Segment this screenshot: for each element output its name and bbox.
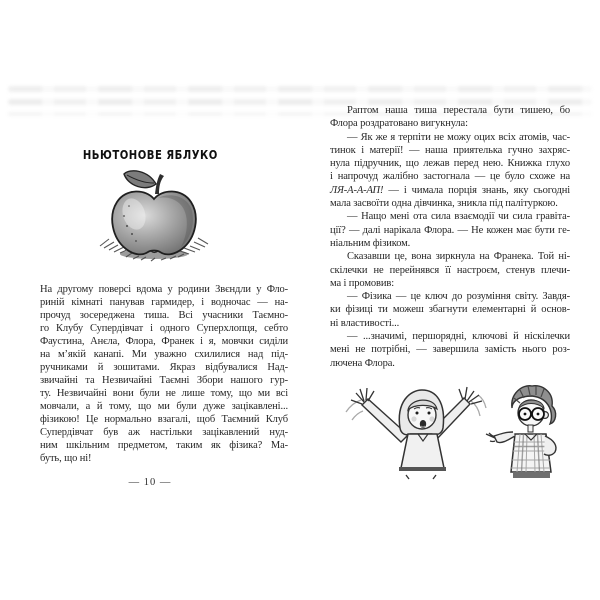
text-line: Раптом наша тиша перестала бути тишею, бо	[347, 105, 570, 116]
text-line: ції? — далі нарікала Флора. — Не кожен має бути ге-	[330, 224, 570, 236]
text-line: ним шкільним предметом, таким як фізика? Ма-	[40, 440, 288, 451]
text-line: на м’якій канапі. Ми уважно схилилися над під-	[40, 349, 288, 360]
text-line: звичайні та Незвичайні Таємні Збори нашого гур-	[40, 375, 288, 386]
text-line: — Нащо мені ота сила взаємодії чи сила гравіта-	[347, 211, 570, 223]
text-line: Сказавши це, вона зиркнула на Франека. Той ні-	[347, 251, 570, 263]
text-line: ніальним фізиком.	[330, 237, 411, 249]
text-line: мала засвоїти одна дівчинка, зникла під палітуркою.	[330, 198, 558, 210]
text-line: Фаустина, Анєла, Флора, Франек і я, мовчки сиділи	[40, 336, 288, 347]
text-line: ма і промовив:	[330, 277, 394, 289]
text-line: фізикою! Це нормально взагалі, щоб Таємний Клуб	[40, 414, 288, 425]
text-line: скілечки не перейнявся її настроєм, стенув плечи-	[330, 264, 570, 276]
text-line: прочуд зосереджена тиша. Всі учасники Таємно-	[40, 310, 288, 321]
boy-figure	[486, 386, 556, 478]
text-line: мовчали, а й тому, що ми були дуже зацікавлені...	[40, 401, 288, 412]
text-line: — ...значимі, першорядні, ключові й ніскілечки	[347, 331, 570, 343]
text-line: буть, що ні!	[40, 453, 92, 464]
text-line: ту. Незвичайні вони були не лише тому, що ми всі	[40, 388, 288, 399]
text-line: нула підручник, що лежав перед нею. Книжка глухо	[330, 158, 570, 170]
text-line: ручниками й зошитами. Якраз відбувалися Над-	[40, 362, 288, 373]
text-line: На другому поверсі вдома у родини Звєндли у Фло-	[40, 284, 288, 295]
apple-illustration	[96, 168, 212, 264]
text-line: — Фізика — це ключ до розуміння світу. Завдя-	[347, 291, 570, 303]
girl-figure	[346, 387, 486, 479]
text-line: і напрочуд жалібно застогнала — це було схоже на	[330, 171, 570, 183]
text-line: ки фізиці ти можеш збагнути елементарні й основ-	[330, 304, 570, 316]
page-number: — 10 —	[128, 477, 172, 488]
text-line: мені не потрібні, — завершила замість нього роз-	[330, 344, 570, 356]
text-line: ні властивості...	[330, 317, 400, 329]
right-page	[300, 0, 600, 600]
text-line: тинок і матерії! — наша приятелька гучно захряс-	[330, 144, 570, 156]
text-line: ЛЯ-А-А-АП! — і чимала порція знань, яку сьогодні	[330, 184, 570, 196]
chapter-title: НЬЮТОНОВЕ ЯБЛУКО	[82, 148, 218, 162]
text-line: риній кімнаті панував гармидер, і водночас — на-	[40, 297, 288, 308]
text-line: Флора роздратовано вигукнула:	[330, 118, 468, 130]
apple-leaf	[124, 171, 156, 188]
text-line: лючена Флора.	[330, 357, 395, 369]
flora-franek-illustration	[338, 382, 573, 482]
text-line: — Як же я терпіти не можу оцих всіх атомів, час-	[347, 131, 570, 143]
right-page-text	[330, 104, 570, 370]
text-line: Супердівчат був аж настільки зацікавлений нуд-	[40, 427, 288, 438]
text-line: го Клубу Супердівчат і одного Суперхлопця, себто	[40, 323, 288, 334]
left-page-text	[40, 283, 288, 465]
